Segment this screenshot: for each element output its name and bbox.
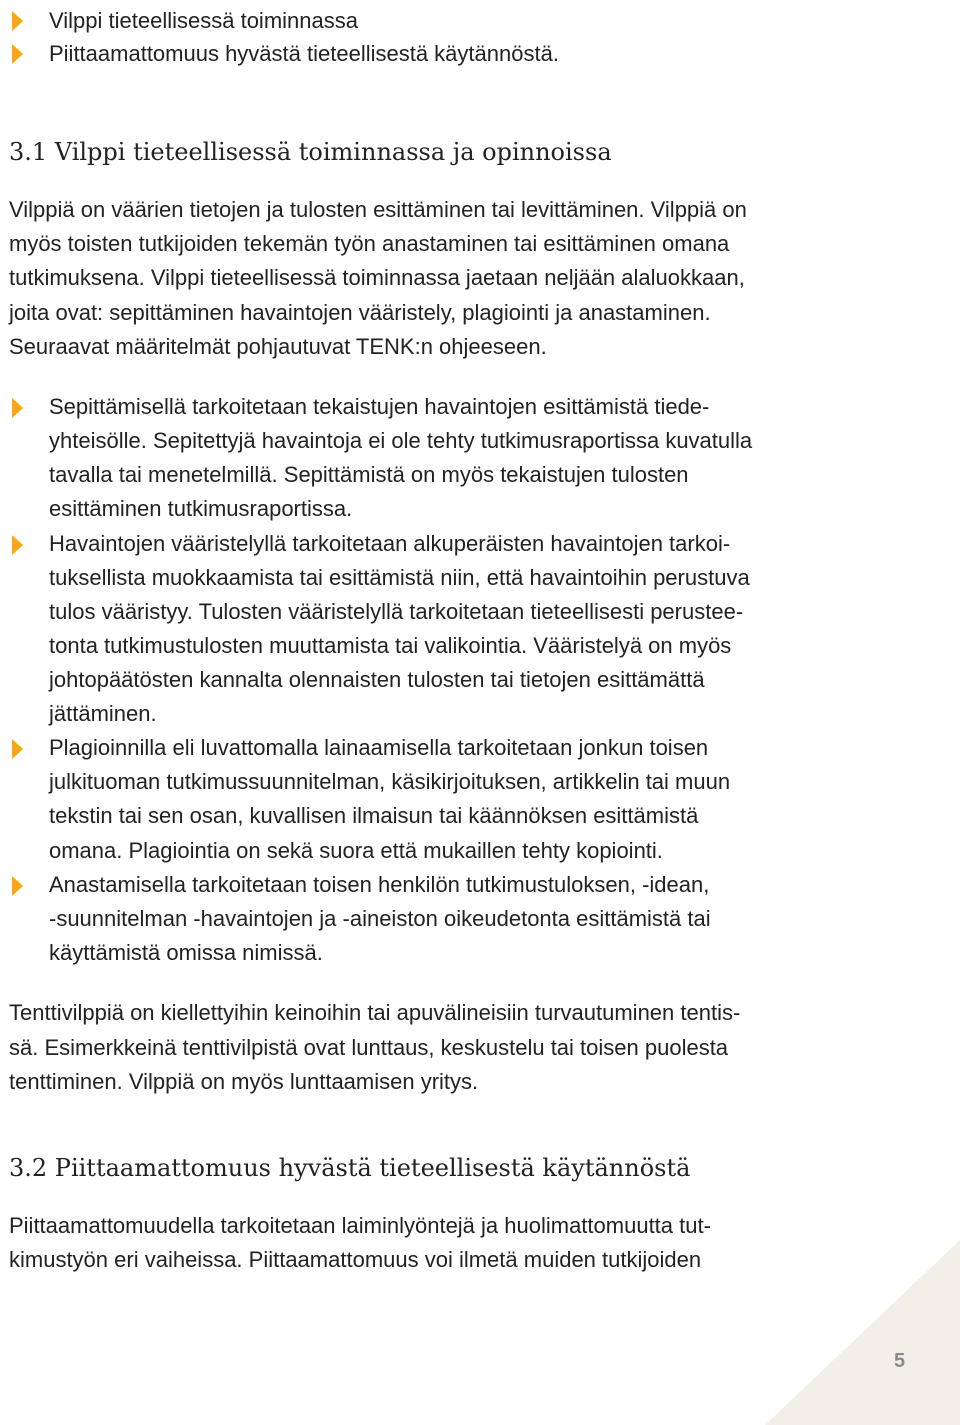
paragraph-line: tenttiminen. Vilppiä on myös lunttaamisen yritys. (9, 1069, 479, 1094)
paragraph-line: kimustyön eri vaiheissa. Piittaamattomuus voi ilmetä muiden tutkijoiden (9, 1247, 702, 1272)
bullet-text-line: johtopäätösten kannalta olennaisten tulosten tai tietojen esittämättä (49, 667, 705, 692)
bullet-marker (12, 739, 23, 759)
bullet-text-line: Sepittämisellä tarkoitetaan tekaistujen havaintojen esittämistä tiede- (49, 394, 710, 419)
paragraph-line: joita ovat: sepittäminen havaintojen vääristely, plagiointi ja anastaminen. (9, 300, 711, 325)
bullet-text-line: tulos vääristyy. Tulosten vääristelyllä tarkoitetaan tieteellisesti perustee- (49, 599, 744, 624)
section-heading-3-1: 3.1 Vilppi tieteellisessä toiminnassa ja opinnoissa (9, 138, 612, 166)
bullet-text-line: -suunnitelman -havaintojen ja -aineiston oikeudetonta esittämistä tai (49, 906, 711, 931)
bullet-text-line: yhteisölle. Sepitettyjä havaintoja ei ole tehty tutkimusraportissa kuvatulla (49, 428, 753, 453)
bullet-marker (12, 535, 23, 555)
paragraph-line: Tenttivilppiä on kiellettyihin keinoihin tai apuvälineisiin turvautuminen tentis- (9, 1000, 741, 1025)
bullet-text-line: Havaintojen vääristelyllä tarkoitetaan alkuperäisten havaintojen tarkoi- (49, 531, 731, 556)
paragraph-line: Vilppiä on väärien tietojen ja tulosten esittäminen tai levittäminen. Vilppiä on (9, 197, 747, 222)
bullet-text-line: Plagioinnilla eli luvattomalla lainaamisella tarkoitetaan jonkun toisen (49, 735, 709, 760)
bullet-text-line: esittäminen tutkimusraportissa. (49, 496, 353, 521)
bullet-text-line: tavalla tai menetelmillä. Sepittämistä on myös tekaistujen tulosten (49, 462, 689, 487)
bullet-marker (12, 398, 23, 418)
bullet-text-line: tekstin tai sen osan, kuvallisen ilmaisun tai käännöksen esittämistä (49, 803, 699, 828)
bullet-text-line: tonta tutkimustulosten muuttamista tai valikointia. Vääristelyä on myös (49, 633, 732, 658)
page-number: 5 (894, 1350, 906, 1372)
bullet-text-line: omana. Plagiointia on sekä suora että mukaillen tehty kopiointi. (49, 838, 663, 863)
bullet-text-line: julkituoman tutkimussuunnitelman, käsikirjoituksen, artikkelin tai muun (49, 769, 731, 794)
bullet-text-line: käyttämistä omissa nimissä. (49, 940, 323, 965)
bullet-marker (12, 11, 23, 31)
section-heading-3-2: 3.2 Piittaamattomuus hyvästä tieteellisestä käytännöstä (9, 1154, 691, 1182)
paragraph-line: Seuraavat määritelmät pohjautuvat TENK:n ohjeeseen. (9, 334, 547, 359)
bullet-text-line: Anastamisella tarkoitetaan toisen henkilön tutkimustuloksen, -idean, (49, 872, 710, 897)
paragraph-line: sä. Esimerkkeinä tenttivilpistä ovat lunttaus, keskustelu tai toisen puolesta (9, 1035, 729, 1060)
paragraph-line: Piittaamattomuudella tarkoitetaan laiminlyöntejä ja huolimattomuutta tut- (9, 1213, 711, 1238)
bullet-marker (12, 44, 23, 64)
paragraph-line: tutkimuksena. Vilppi tieteellisessä toiminnassa jaetaan neljään alaluokkaan, (9, 265, 745, 290)
bullet-marker (12, 876, 23, 896)
intro-bullet-1: Vilppi tieteellisessä toiminnassa (49, 8, 358, 33)
page-corner-decoration (765, 1240, 960, 1425)
bullet-text-line: jättäminen. (49, 701, 157, 726)
paragraph-line: myös toisten tutkijoiden tekemän työn anastaminen tai esittäminen omana (9, 231, 730, 256)
intro-bullet-2: Piittaamattomuus hyvästä tieteellisestä käytännöstä. (49, 41, 559, 66)
bullet-text-line: tuksellista muokkaamista tai esittämistä niin, että havaintoihin perustuva (49, 565, 750, 590)
